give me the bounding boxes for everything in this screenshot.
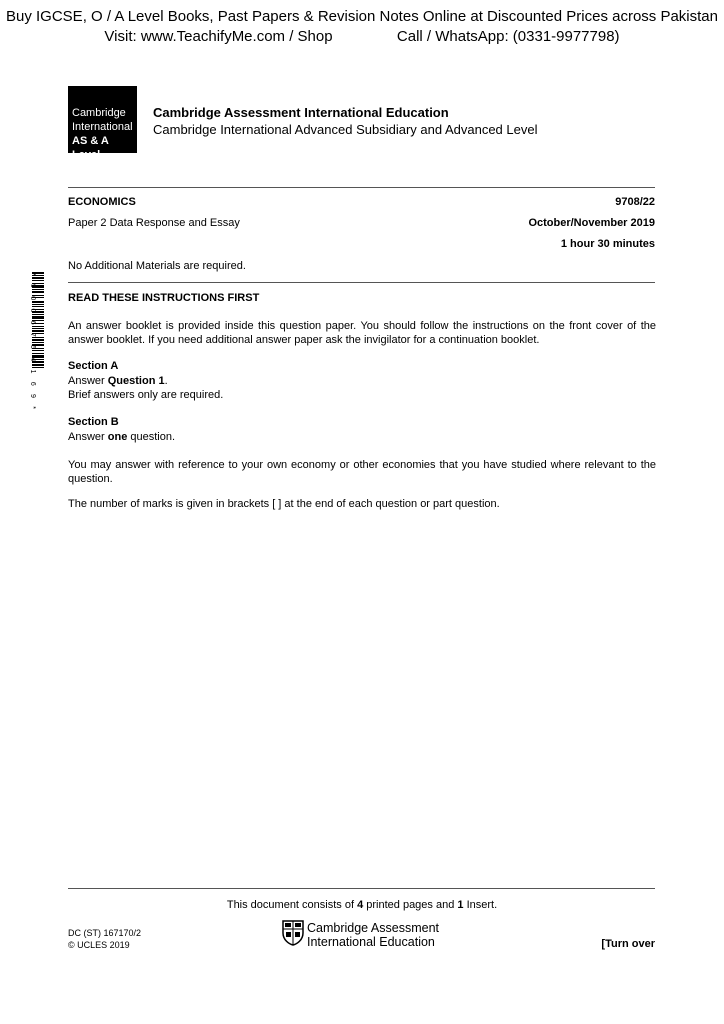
page-count: 4 (357, 899, 364, 911)
answer-booklet-instruction: An answer booklet is provided inside this question paper. You should follow the instructions on the front cover of the answer booklet. If you need additional answer paper ask the invigilator for a continuation booklet. (68, 320, 656, 346)
section-a-heading: Section A (68, 360, 119, 372)
barcode-graphic (26, 272, 44, 412)
divider (68, 187, 655, 188)
answer-suffix: question. (127, 431, 176, 443)
org-name: Cambridge Assessment International Education (153, 105, 449, 120)
section-a-answer (68, 374, 168, 389)
divider (68, 282, 655, 283)
logo-line-cambridge: Cambridge (72, 107, 126, 119)
logo-line-international: International (72, 121, 133, 133)
paper-title: Paper 2 Data Response and Essay (68, 217, 240, 229)
section-a-note: Brief answers only are required. (68, 389, 224, 401)
barcode-bar (32, 330, 44, 332)
document-reference: DC (ST) 167170/2 (68, 928, 142, 938)
logo-text-line2: International Education (307, 935, 435, 949)
materials-note: No Additional Materials are required. (68, 260, 246, 272)
answer-one: one (107, 431, 128, 443)
header-organisation (153, 104, 537, 138)
logo-text-line1: Cambridge Assessment (307, 921, 440, 935)
barcode-bar (32, 350, 44, 351)
barcode-bar (32, 291, 44, 293)
barcode-digits: *9006754169* (29, 273, 36, 409)
barcode-bar (32, 328, 44, 329)
logo-line-level: AS & A Level (72, 135, 109, 161)
barcode-bar (32, 289, 44, 290)
barcode-bar (32, 280, 44, 281)
exam-duration: 1 hour 30 minutes (560, 238, 655, 250)
qualification-name: Cambridge International Advanced Subsidiary and Advanced Level (153, 122, 538, 137)
paper-code: 9708/22 (615, 196, 655, 208)
barcode-bar (32, 361, 44, 363)
promo-website: Visit: www.TeachifyMe.com / Shop (104, 28, 333, 45)
barcode-bar (32, 306, 44, 307)
section-b-answer (68, 430, 175, 445)
copyright-notice: © UCLES 2019 (68, 940, 130, 950)
footer-reference (68, 927, 141, 951)
subject-title: ECONOMICS (68, 196, 136, 208)
page-count-note (0, 898, 724, 913)
section-b-heading: Section B (68, 416, 119, 428)
turn-over: [Turn over (601, 938, 655, 950)
barcode-bar (32, 301, 44, 303)
barcode-bar (32, 339, 44, 341)
cambridge-international-logo (68, 86, 137, 161)
cambridge-shield-icon (282, 920, 304, 951)
barcode (26, 272, 44, 412)
barcode-bar (32, 342, 44, 343)
barcode-bar (32, 326, 44, 327)
exam-session: October/November 2019 (528, 217, 655, 229)
cambridge-assessment-logo-text (307, 921, 439, 949)
barcode-bar (32, 367, 44, 368)
page-count-middle: printed pages and (363, 899, 458, 911)
answer-suffix: . (164, 375, 168, 387)
barcode-bar (32, 304, 44, 305)
promo-banner-line2 (0, 27, 724, 47)
instructions-heading: READ THESE INSTRUCTIONS FIRST (68, 292, 260, 304)
barcode-bar (32, 277, 44, 279)
answer-prefix: Answer (68, 431, 108, 443)
promo-banner-line1: Buy IGCSE, O / A Level Books, Past Papers & Revision Notes Online at Discounted Prices across Pakistan (6, 8, 718, 25)
question-1: Question 1 (107, 375, 165, 387)
answer-prefix: Answer (68, 375, 108, 387)
page-count-prefix: This document consists of (226, 899, 358, 911)
barcode-bar (32, 314, 44, 315)
barcode-bar (32, 353, 44, 354)
promo-contact: Call / WhatsApp: (0331-9977798) (396, 28, 620, 45)
economy-reference-note: You may answer with reference to your own economy or other economies that you have studied where relevant to the question. (68, 459, 656, 485)
marks-note: The number of marks is given in brackets [ ] at the end of each question or part question. (68, 498, 500, 510)
page-count-suffix: Insert. (463, 899, 498, 911)
barcode-bar (32, 337, 44, 338)
divider (68, 888, 655, 889)
barcode-bar (32, 364, 44, 366)
barcode-bar (32, 316, 44, 319)
insert-count: 1 (457, 899, 464, 911)
